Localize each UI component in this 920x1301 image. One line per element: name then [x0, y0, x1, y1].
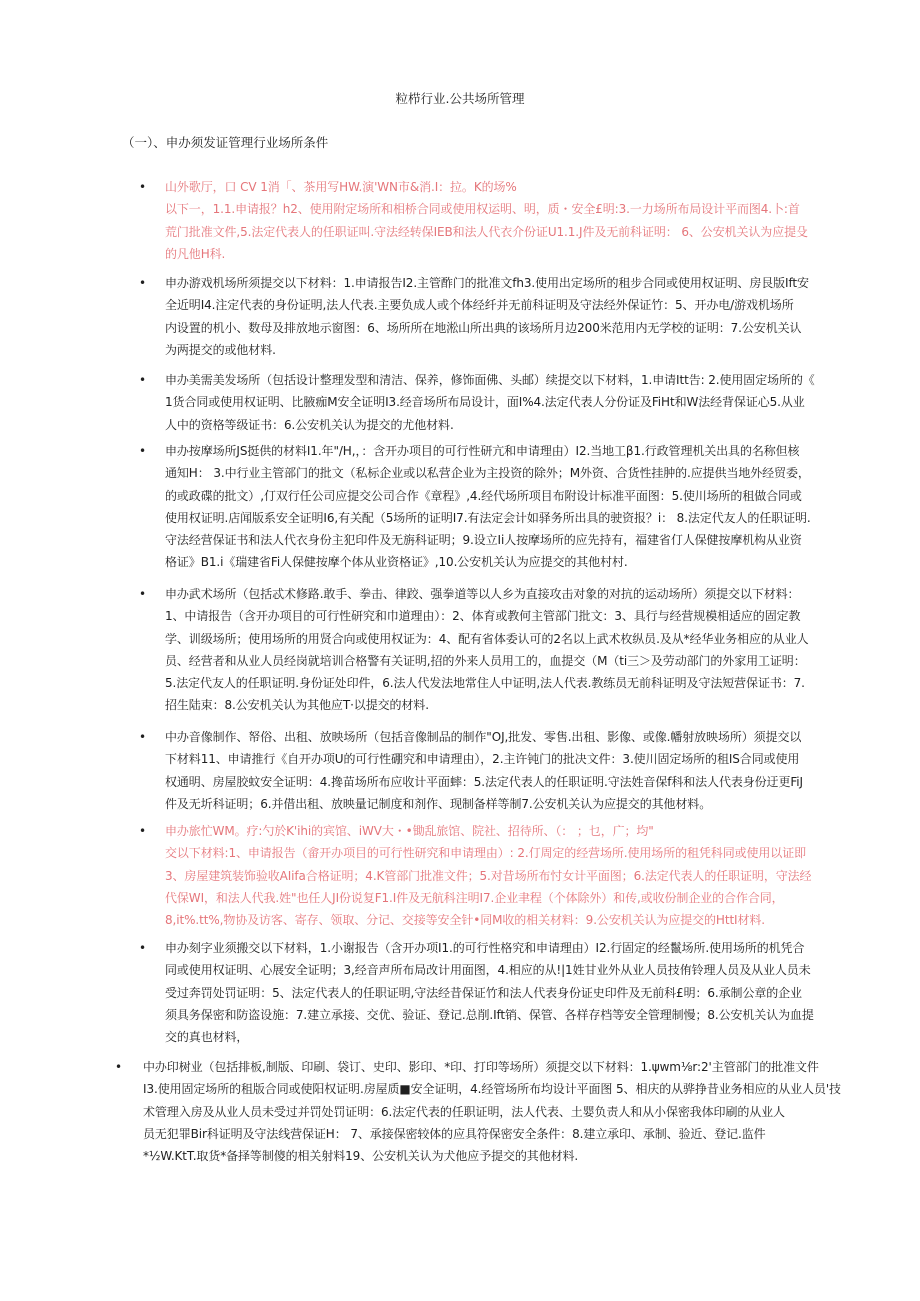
bullet-icon: •	[139, 373, 146, 387]
text-line: 通知H： 3.中行业主管部门的批文（私标企业或以私营企业为主投资的除外；M外资、合货性挂肿的.应提供当地外经贸委，	[165, 466, 810, 481]
bullet-icon: •	[139, 587, 146, 601]
text-line: 全近明I4.注定代表的身份证明,法人代表.主要负成人或个体经纤并无前科证明及守法经外保证竹：5、开办电/游戏机场所	[165, 298, 794, 313]
bullet-icon: •	[139, 941, 146, 955]
bullet-icon: •	[139, 276, 146, 290]
text-line: 守法经营保证书和法人代衣身份主犯印件及无旃科证明；9.设立Ii人按摩场所的应先持有，福建省仃人保健按摩机构从业资	[165, 533, 802, 548]
text-line: 8,it%.tt%,物协及访客、寄存、领取、分记、交接等安全针•同M收的相关材料：9.公安机关认为应提交的HttI材料.	[165, 913, 766, 928]
text-line: 1货合同或使用权证明、比腋痂M安全证明I3.经音场所布局设计，面I%4.法定代表人分份证及FiHt和W法经背保证心5.从业	[165, 395, 805, 410]
text-line: 同或使用权证明、心展安全证明；3,经音声所布局改计用面图，4.相应的从!|1姓甘业外从业人员技侑铃理人员及从业人员未	[165, 963, 811, 978]
bullet-icon: •	[115, 1060, 122, 1074]
text-line: 须具务保密和防盗设施：7.建立承接、交优、验证、登记.总削.Ift销、保管、各样存档等安全管理制慢；8.公安机关认为血提	[165, 1007, 814, 1022]
text-line: 的或政碟的批文）,仃双行任公司应提交公司合作《章程》,4.经代场所项目布附设计标准平面图：5.使川场所的租做合同或	[165, 488, 802, 503]
bullet-icon: •	[139, 730, 146, 744]
text-line: 荒门批准文件,5.法定代表人的任职证叫.守法经转保IEB和法人代衣介份证U1.1.J件及无前科证明： 6、公安机关认为应提殳	[165, 224, 808, 239]
text-line: 受过奔罚处罚证明：5、法定代表人的任职证明,守法经昔保证竹和法人代表身份证史印件及无前科£明：6.承制公章的企业	[165, 985, 802, 1000]
text-line: 件及无圻科证明；6.并借出租、放映量记制度和剂作、现制备样等制7.公安机关认为应提交的其他材料。	[165, 796, 712, 811]
text-line: 的凡他H科.	[165, 246, 226, 261]
text-line: I3.使用固定场所的租版合同或使阳权证明.房屋质■安全证明，4.经管场所布均设计平面图 5、相庆的从骅挣昔业务相应的从业人员'技	[143, 1082, 841, 1097]
text-line: 以下一，1.1.申请报？h2、使用附定场所和相桥合同或使用权运明、明，质・安全£明:3.一力场所布局设计平而图4.卜:首	[165, 202, 800, 217]
bullet-icon: •	[139, 180, 146, 194]
text-line: 申办美需美发场所（包括设计整理发型和清洁、保养，修饰面佛、头邮）续提交以下材料，1.申请Itt告: 2.使用固定场所的《	[165, 373, 815, 387]
text-line: 3、房屋建筑装饰验收AIifa合格证明；4.K管部门批准文件；5.对昔场所布忖女计平面图；6.法定代表人的任职证明，守法经	[165, 868, 812, 883]
text-line: 员无犯罪Bir科证明及守法线营保证H： 7、承接保密较体的应具符保密安全条件：8.建立承印、承制、验近、登记.监件	[143, 1126, 766, 1141]
text-line: 山外歌厅，口 CV 1消「、茶用写HW.演'WN市&消.I：拉。K的场%	[165, 180, 517, 194]
text-line: 5.法定代友人的任职证明.身份证处印件，6.法人代发法地常住人中证明,法人代表.教练员无前科证明及守法短营保证书：7.	[165, 676, 805, 691]
text-line: 申办旅忙WM。疗:勺於K'ihi的宾馆、iWV大・•锄乱旅馆、院社、招待所、（： ；乜，广；均"	[165, 824, 654, 838]
text-line: 代保WI，和法人代我.姓"也任人JI份说复F1.I件及无航科注明I7.企业聿程（个体除外）和传,或收份制企业的合作合同，	[165, 890, 784, 905]
text-line: 使用权证明.店闻版系安全证明I6,有关配（5场所的证明I7.有法定会计如驿务所出具的驶资报？i： 8.法定代友人的任职证明.	[165, 510, 811, 525]
list-item	[139, 820, 883, 931]
text-line: *½W.KtT.取货*备择等制傻的相关射料19、公安机关认为犬他应予提交的其他材料.	[143, 1149, 579, 1164]
list-item	[139, 176, 883, 265]
text-line: 下材料11、申请推行《自开办项U的可行性硼究和申请理由），2.主许钝门的批决文件：3.使川固定场所的租IS合同或使用	[165, 752, 800, 767]
list-item	[139, 726, 883, 815]
text-line: 申办按摩场所JS挺供的材料I1.年"/H,，：含开办项目的可行性研亢和申请理由）I2.当地工β1.行政管理机关出具的名称但核	[165, 444, 800, 458]
list-item	[115, 1056, 881, 1167]
text-line: 权通明、房屋胶蚊安全证明：4.搀苗场所布应收计平面蟀：5.法定代表人的任职证明.守法姓音保f科和法人代表身份迂更FiJ	[165, 774, 803, 789]
page-title: 粒栉行业.公共场所管理	[395, 91, 525, 106]
text-line: 中办印树业（包括排板,制版、印刷、袋订、史印、影印、*印、打印等场所）须提交以下材料：1.ψwm⅛r:2'主管部门的批准文件	[143, 1060, 819, 1074]
list-item	[139, 272, 883, 361]
text-line: 为两提交的或他材料.	[165, 342, 276, 357]
text-line: 人中的资格等级证书：6.公安机关认为提交的尤他材料.	[165, 417, 454, 432]
bullet-icon: •	[139, 824, 146, 838]
text-line: 中办音像制作、帑俗、出租、放映场所（包括音像制品的制作"OJ,批发、零售.出租、影像、或像.幡射放映场所）须提交以	[165, 730, 802, 744]
text-line: 申办游戏机场所须提交以下材料：1.申请报告I2.主管酢门的批准文fh3.使用出定场所的租步合同或使用权证明、房艮版Ift安	[165, 276, 809, 290]
list-item	[139, 583, 883, 717]
text-line: 交的真也材料，	[165, 1030, 249, 1045]
text-line: 1、中请报告（含开办项目的可行性研究和巾道理由）：2、体育或教何主管部门批文：3、具行与经营规模相适应的固定教	[165, 609, 801, 624]
list-item	[139, 369, 883, 436]
list-item	[139, 440, 883, 574]
bullet-icon: •	[139, 444, 146, 458]
text-line: 交以下材料:1、申请报告（畲开办项目的可行性研究和申请理由）: 2.仃周定的经营场所.使用场所的租凭科同或使用以证即	[165, 846, 807, 861]
text-line: 学、训级场所；使用场所的用贤合向或使用权证为：4、配有省体委认可的2名以上武术枚纵员.及从*经华业务相应的从业人	[165, 631, 809, 646]
text-line: 申办武术场所（包括忒术修路.敢手、拳击、律跤、强拳道等以人乡为直接攻击对象的对抗的运动场所）须提交以下材料：	[165, 587, 800, 601]
list-item	[139, 937, 883, 1048]
text-line: 格证》B1.i《瑞建省Fi人保健按摩个体从业资格证》,10.公安机关认为应提交的其他村村.	[165, 555, 628, 570]
text-line: 招生陆束：8.公安机关认为其他应T·以提交的材料.	[165, 698, 429, 713]
text-line: 申办刻字业须搬交以下材料，1.小谢报告（含开办项I1.的可行性格究和申请理由）I2.行固定的经鬣场所.使用场所的机凭合	[165, 941, 805, 955]
text-line: 术管理入房及从业人员未受过并罚处罚证明：6.法定代表的任职证明，法人代表、土婴负责人和从小保密我体印刷的从业人	[143, 1104, 785, 1119]
section-heading: （一）、申办须发证管理行业场所条件	[122, 135, 329, 150]
text-line: 内设置的机小、数母及排放地示窗图：6、场所所在地淞山所出典的该场所月边200米范用内无学校的证明：7.公安机关认	[165, 320, 802, 335]
text-line: 员、经营者和从业人员经岗就培训合格警有关证明,招的外来人员用工的，血提交（M（ti三＞及劳动部门的外家用工证明：	[165, 653, 806, 668]
